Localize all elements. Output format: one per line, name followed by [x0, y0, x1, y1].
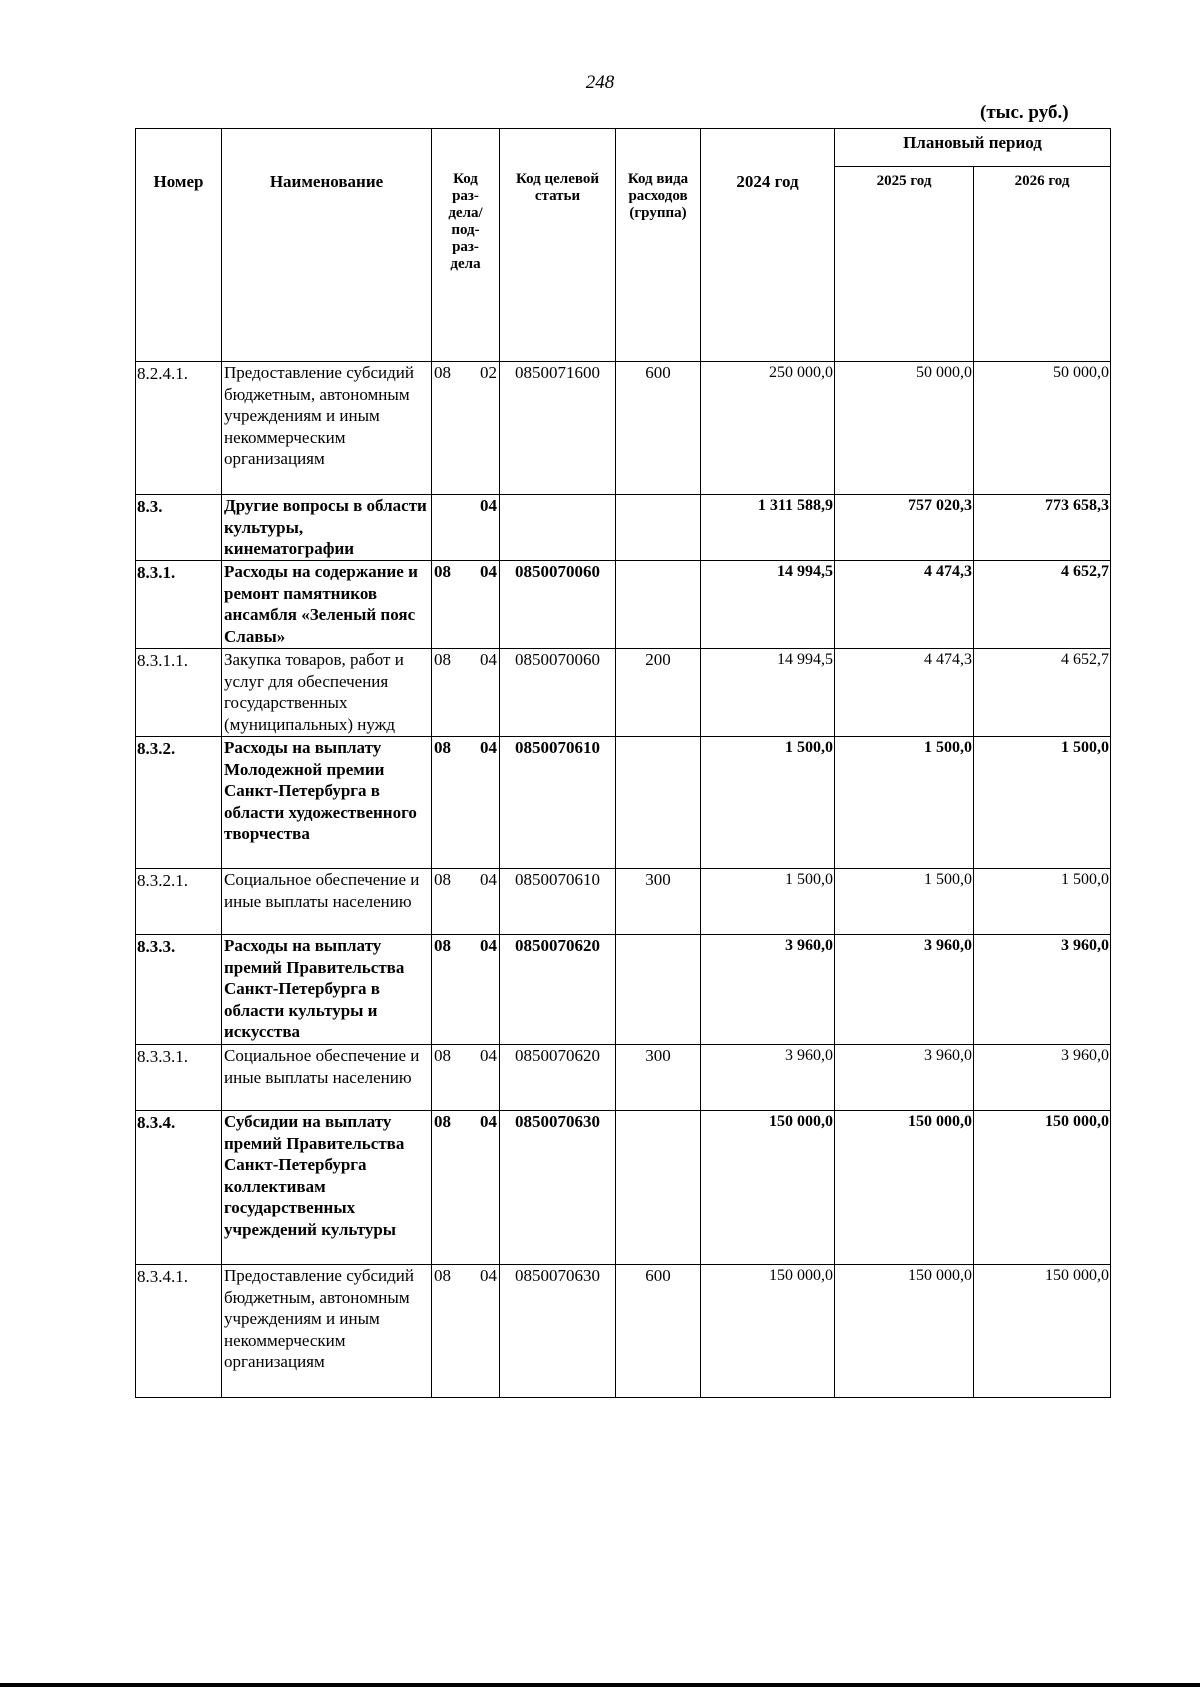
table-row: [136, 1111, 1111, 1265]
row-expense-kind: [616, 935, 701, 1045]
row-name: Субсидии на выплату премий Правительства Санкт-Петербурга коллективам государственных учреждений культуры: [222, 1111, 432, 1265]
row-section-code: 08: [434, 1112, 451, 1131]
row-target: 0850070610: [500, 869, 616, 935]
row-2025: 150 000,0: [835, 1111, 974, 1265]
row-2024: 1 311 588,9: [701, 495, 835, 561]
row-2024: 3 960,0: [701, 935, 835, 1045]
row-section: [432, 495, 500, 561]
row-section: [432, 1111, 500, 1265]
row-number: 8.3.2.: [136, 737, 222, 869]
row-section-code: 08: [434, 562, 451, 581]
row-target: [500, 495, 616, 561]
row-subsection-code: 04: [480, 650, 497, 669]
row-section: [432, 362, 500, 495]
row-2026: 3 960,0: [974, 935, 1111, 1045]
row-expense-kind: [616, 737, 701, 869]
row-section-code: 08: [434, 363, 451, 382]
row-2024: 14 994,5: [701, 561, 835, 649]
row-number: 8.3.1.: [136, 561, 222, 649]
row-2024: 3 960,0: [701, 1045, 835, 1111]
header-section-text: Код раз-дела/ под-раз-дела: [448, 171, 483, 272]
row-section-code: 08: [434, 1046, 451, 1065]
row-name: Другие вопросы в области культуры, кинематографии: [222, 495, 432, 561]
row-section: [432, 1045, 500, 1111]
row-expense-kind: 600: [616, 1265, 701, 1398]
row-2026: 150 000,0: [974, 1265, 1111, 1398]
units-label: (тыс. руб.): [980, 102, 1069, 123]
row-subsection-code: 04: [480, 870, 497, 889]
table-row: [136, 737, 1111, 869]
header-2026: 2026 год: [974, 167, 1111, 362]
table-row: [136, 1265, 1111, 1398]
table-row: [136, 561, 1111, 649]
row-section-code: 08: [434, 650, 451, 669]
row-subsection-code: 04: [480, 936, 497, 955]
table-row: [136, 362, 1111, 495]
row-2026: 150 000,0: [974, 1111, 1111, 1265]
row-expense-kind: 600: [616, 362, 701, 495]
page-number: 248: [585, 72, 615, 93]
row-subsection-code: 04: [480, 1046, 497, 1065]
row-2026: 4 652,7: [974, 561, 1111, 649]
header-2024: 2024 год: [701, 129, 835, 362]
row-number: 8.3.3.1.: [136, 1045, 222, 1111]
row-2024: 250 000,0: [701, 362, 835, 495]
row-2025: 3 960,0: [835, 935, 974, 1045]
row-2026: 3 960,0: [974, 1045, 1111, 1111]
row-section-code: 08: [434, 1266, 451, 1285]
row-target: 0850070060: [500, 561, 616, 649]
row-number: 8.3.3.: [136, 935, 222, 1045]
table-row: [136, 935, 1111, 1045]
row-2025: 4 474,3: [835, 649, 974, 737]
table-row: [136, 649, 1111, 737]
row-section: [432, 561, 500, 649]
row-2026: 773 658,3: [974, 495, 1111, 561]
row-number: 8.3.1.1.: [136, 649, 222, 737]
header-section: [432, 129, 500, 362]
row-2024: 14 994,5: [701, 649, 835, 737]
row-section: [432, 737, 500, 869]
row-subsection-code: 04: [480, 562, 497, 581]
row-number: 8.2.4.1.: [136, 362, 222, 495]
row-section: [432, 649, 500, 737]
header-name: Наименование: [222, 129, 432, 362]
row-expense-kind: [616, 495, 701, 561]
row-expense-kind: [616, 561, 701, 649]
table-row: [136, 869, 1111, 935]
row-number: 8.3.2.1.: [136, 869, 222, 935]
header-target: Код целевой статьи: [500, 129, 616, 362]
row-target: 0850071600: [500, 362, 616, 495]
row-target: 0850070620: [500, 1045, 616, 1111]
row-name: Предоставление субсидий бюджетным, автономным учреждениям и иным некоммерческим организациям: [222, 1265, 432, 1398]
row-number: 8.3.4.1.: [136, 1265, 222, 1398]
table-row: [136, 495, 1111, 561]
row-target: 0850070630: [500, 1265, 616, 1398]
row-2024: 1 500,0: [701, 869, 835, 935]
row-section-code: 08: [434, 738, 451, 757]
row-number: 8.3.4.: [136, 1111, 222, 1265]
row-2025: 150 000,0: [835, 1265, 974, 1398]
row-name: Социальное обеспечение и иные выплаты населению: [222, 869, 432, 935]
row-2024: 150 000,0: [701, 1265, 835, 1398]
row-name: Расходы на выплату премий Правительства Санкт-Петербурга в области культуры и искусства: [222, 935, 432, 1045]
row-target: 0850070060: [500, 649, 616, 737]
row-2025: 50 000,0: [835, 362, 974, 495]
header-2025: 2025 год: [835, 167, 974, 362]
row-section: [432, 935, 500, 1045]
row-name: Закупка товаров, работ и услуг для обеспечения государственных (муниципальных) нужд: [222, 649, 432, 737]
row-subsection-code: 04: [480, 738, 497, 757]
header-number: Номер: [136, 129, 222, 362]
header-expense: Код вида расходов (группа): [616, 129, 701, 362]
row-2026: 1 500,0: [974, 869, 1111, 935]
row-section-code: 08: [434, 870, 451, 889]
row-2025: 757 020,3: [835, 495, 974, 561]
row-2026: 1 500,0: [974, 737, 1111, 869]
row-subsection-code: 04: [480, 1112, 497, 1131]
row-expense-kind: 300: [616, 869, 701, 935]
row-section: [432, 1265, 500, 1398]
row-2025: 1 500,0: [835, 737, 974, 869]
row-2025: 4 474,3: [835, 561, 974, 649]
row-target: 0850070620: [500, 935, 616, 1045]
row-2026: 50 000,0: [974, 362, 1111, 495]
row-2026: 4 652,7: [974, 649, 1111, 737]
row-subsection-code: 04: [480, 496, 497, 515]
bottom-rule: [0, 1683, 1200, 1687]
row-target: 0850070610: [500, 737, 616, 869]
row-subsection-code: 04: [480, 1266, 497, 1285]
row-target: 0850070630: [500, 1111, 616, 1265]
row-2025: 1 500,0: [835, 869, 974, 935]
row-name: Предоставление субсидий бюджетным, автономным учреждениям и иным некоммерческим организациям: [222, 362, 432, 495]
row-2025: 3 960,0: [835, 1045, 974, 1111]
row-subsection-code: 02: [480, 363, 497, 382]
row-expense-kind: 200: [616, 649, 701, 737]
header-plan-period: Плановый период: [835, 129, 1111, 167]
row-expense-kind: [616, 1111, 701, 1265]
budget-table: [135, 128, 1111, 1398]
row-2024: 1 500,0: [701, 737, 835, 869]
row-number: 8.3.: [136, 495, 222, 561]
row-name: Расходы на выплату Молодежной премии Санкт-Петербурга в области художественного творчества: [222, 737, 432, 869]
row-name: Социальное обеспечение и иные выплаты населению: [222, 1045, 432, 1111]
row-2024: 150 000,0: [701, 1111, 835, 1265]
table-row: [136, 1045, 1111, 1111]
row-name: Расходы на содержание и ремонт памятников ансамбля «Зеленый пояс Славы»: [222, 561, 432, 649]
row-expense-kind: 300: [616, 1045, 701, 1111]
row-section-code: 08: [434, 936, 451, 955]
row-section: [432, 869, 500, 935]
